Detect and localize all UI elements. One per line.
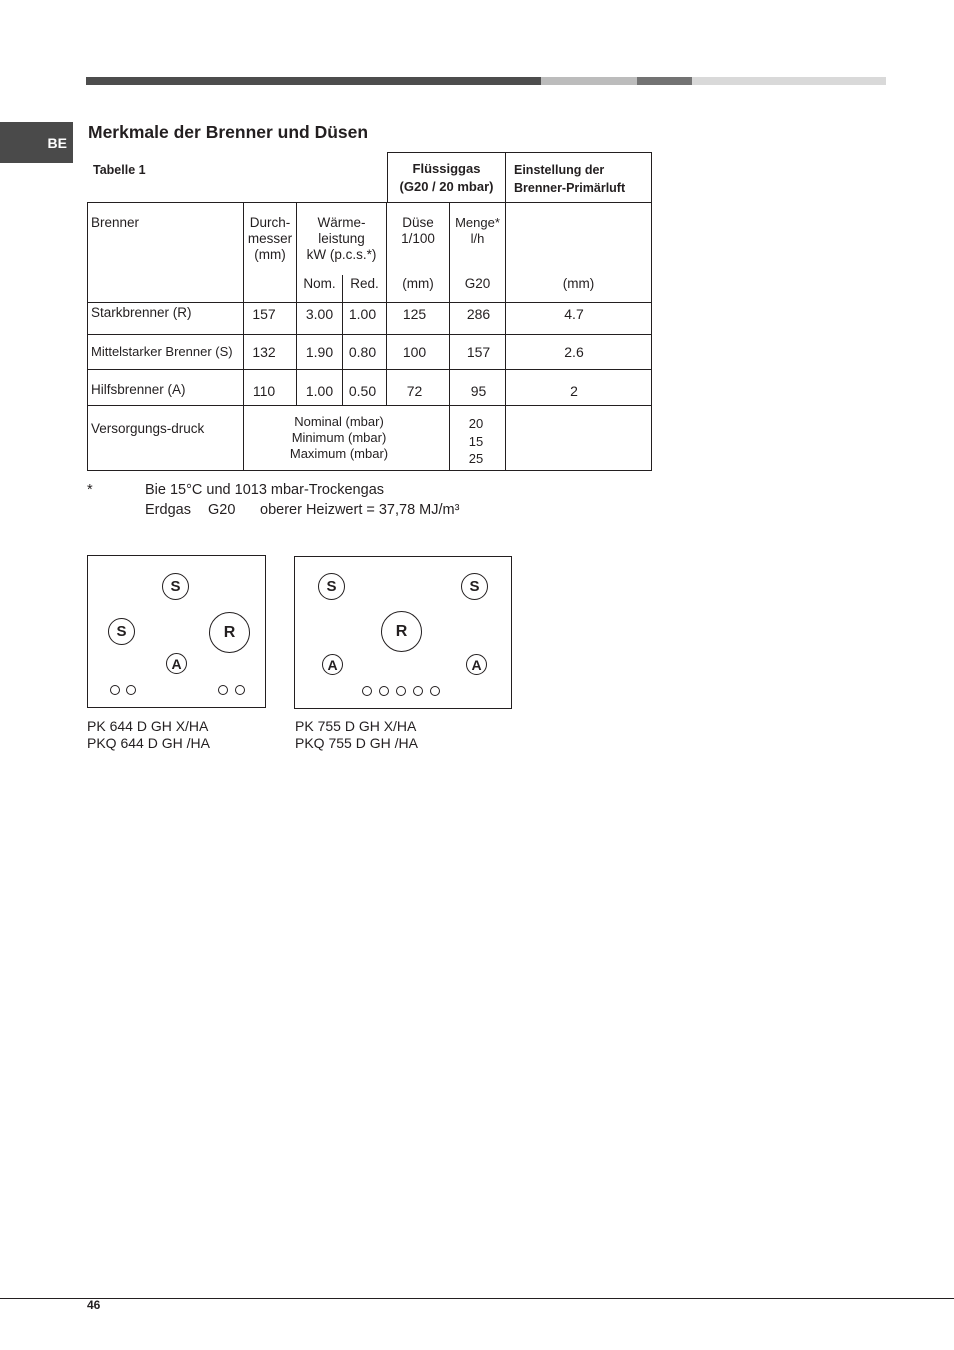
table-cell-diameter: 110 [252,383,276,399]
col-header-line: Menge* [455,215,500,230]
col-header-line: Durch- [249,215,291,230]
burner-a-icon: A [466,654,487,675]
header-bar-pale [692,77,886,85]
model-name: PK 755 D GH X/HA [295,718,417,734]
language-tab-label: BE [47,134,67,151]
table-cell-nozzle: 125 [402,306,427,322]
pressure-label-line: Nominal (mbar) [294,414,384,429]
table-cell-nom: 1.00 [305,383,334,399]
col-header-heat [297,215,386,263]
header-bar-light [541,77,637,85]
table-cell-air: 2 [570,383,578,399]
col-header-diameter [244,215,296,263]
col-header-flow [450,215,505,247]
footnote-heating-value: oberer Heizwert = 37,78 MJ/m³ [260,502,460,518]
col-header-line: (mm) [254,247,286,262]
col-header-nom: Nom. [303,276,336,291]
col-header-red: Red. [350,276,379,291]
footnote-line-1: Bie 15°C und 1013 mbar-Trockengas [145,482,385,498]
hob-layout-diagram-1 [87,555,266,708]
language-tab [0,122,73,163]
knob-icon [235,685,245,695]
burner-s-icon: S [461,573,488,600]
footnote-marker: * [87,482,93,498]
table-rule [87,405,652,406]
table-rule [387,152,652,153]
header-liquid-gas-line: (G20 / 20 mbar) [399,179,494,194]
table-row-name: Mittelstarker Brenner (S) [91,344,233,359]
table-cell-red: 0.50 [348,383,377,399]
table-rule [87,202,88,471]
knob-icon [218,685,228,695]
burner-s-icon: S [162,573,189,600]
knob-icon [430,686,440,696]
table-rule [87,202,652,203]
table-cell-nozzle: 100 [402,344,427,360]
header-liquid-gas-line: Flüssiggas [412,161,481,176]
table-rule [87,369,652,370]
table-cell-diameter: 132 [252,344,276,360]
table-cell-red: 0.80 [348,344,377,360]
table-rule [87,470,652,471]
table-cell-air: 4.7 [564,306,584,322]
col-header-air-unit: (mm) [562,276,595,291]
diagram-2-models [295,718,418,752]
table-cell-flow: 157 [466,344,491,360]
col-header-line: Düse [402,215,434,230]
pressure-labels [244,414,434,462]
col-header-nozzle [387,215,449,247]
header-primary-air-line: Brenner-Primärluft [514,181,626,195]
col-header-line: Wärme- [317,215,366,230]
pressure-label-line: Minimum (mbar) [291,430,387,445]
pressure-value: 20 [468,416,484,431]
knob-icon [396,686,406,696]
burner-a-icon: A [322,654,343,675]
col-header-line: messer [247,231,293,246]
pressure-label-line: Maximum (mbar) [289,446,389,461]
table-row-name: Hilfsbrenner (A) [91,382,186,397]
knob-icon [126,685,136,695]
burner-r-icon: R [381,611,422,652]
table-cell-nozzle: 72 [406,383,423,399]
page-number: 46 [87,1298,101,1312]
header-bar-mid [637,77,692,85]
header-primary-air [514,162,625,196]
table-cell-nom: 3.00 [305,306,334,322]
knob-icon [413,686,423,696]
col-header-burner: Brenner [91,215,140,230]
col-header-line: 1/100 [401,231,435,246]
burner-r-icon: R [209,612,250,653]
table-caption: Tabelle 1 [93,163,146,177]
section-title: Merkmale der Brenner und Düsen [88,122,369,142]
table-rule [87,334,652,335]
burner-s-icon: S [108,618,135,645]
hob-layout-diagram-2 [294,556,512,709]
table-rule [651,152,652,471]
header-bar-dark [86,77,541,85]
burner-s-icon: S [318,573,345,600]
col-header-line: leistung [318,231,365,246]
header-liquid-gas [388,161,505,195]
col-header-line: l/h [470,231,485,246]
table-cell-flow: 286 [466,306,491,322]
pressure-label: Versorgungs-druck [91,421,205,436]
table-cell-flow: 95 [470,383,487,399]
burner-a-icon: A [166,653,187,674]
col-header-nozzle-unit: (mm) [402,276,434,291]
pressure-values [450,415,502,468]
col-header-line: kW (p.c.s.*) [306,247,377,262]
footer-rule [0,1298,954,1299]
knob-icon [379,686,389,696]
model-name: PKQ 755 D GH /HA [295,735,418,751]
table-rule [87,302,652,303]
knob-icon [110,685,120,695]
diagram-1-models [87,718,210,752]
pressure-value: 15 [468,433,484,449]
footnote-gas-type: G20 [208,502,236,518]
header-primary-air-line: Einstellung der [514,163,605,177]
model-name: PKQ 644 D GH /HA [87,735,210,751]
table-cell-air: 2.6 [564,344,584,360]
col-header-flow-gas: G20 [464,276,491,291]
model-name: PK 644 D GH X/HA [87,718,209,734]
footnote-gas: Erdgas [145,502,191,518]
table-cell-red: 1.00 [348,306,377,322]
table-row-name: Starkbrenner (R) [91,305,192,320]
knob-icon [362,686,372,696]
pressure-value: 25 [468,451,484,466]
table-cell-diameter: 157 [252,306,276,322]
table-cell-nom: 1.90 [305,344,334,360]
